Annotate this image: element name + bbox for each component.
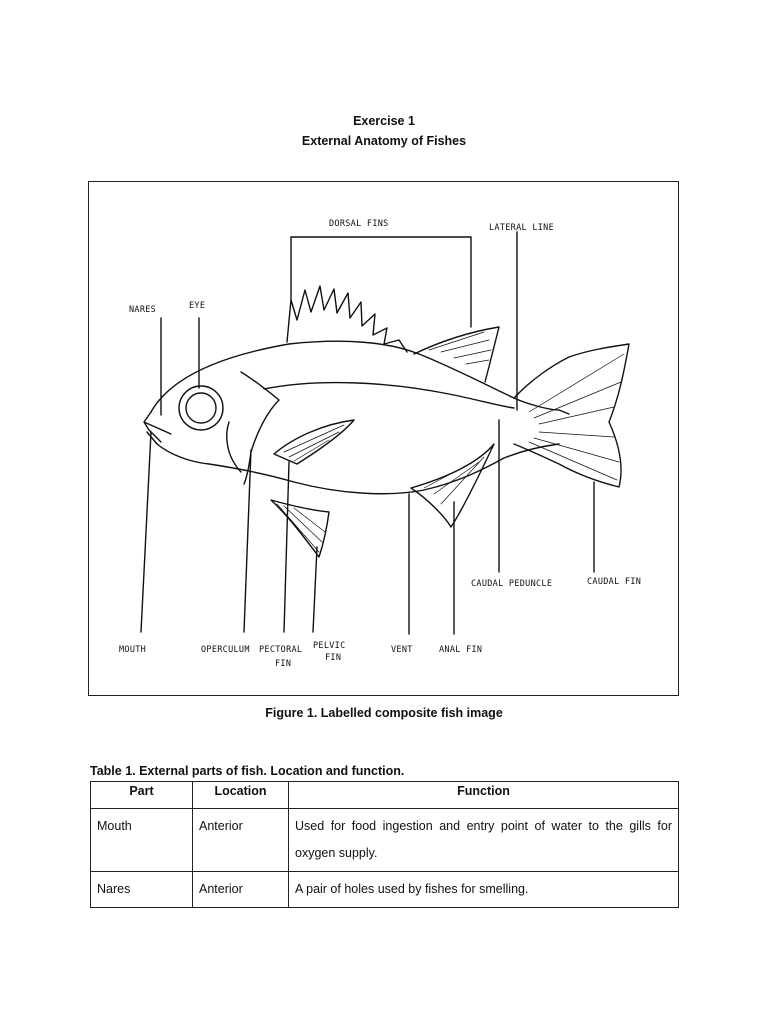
label-vent: VENT (391, 645, 413, 655)
label-lateral-line: LATERAL LINE (489, 223, 555, 233)
label-mouth: MOUTH (119, 645, 147, 655)
label-operculum: OPERCULUM (201, 645, 250, 655)
cell-part: Mouth (91, 809, 193, 872)
mouth-leader (141, 432, 151, 632)
cell-location: Anterior (193, 872, 289, 908)
soft-dorsal-fin (414, 327, 499, 382)
lateral-line (264, 383, 514, 408)
document-header (0, 111, 768, 151)
column-header-part: Part (91, 782, 193, 809)
dorsal-bracket (291, 237, 471, 327)
anal-fin (411, 444, 494, 527)
label-pectoral-line1: PECTORAL (259, 645, 303, 655)
fish-drawing (89, 182, 679, 696)
pectoral-leader (284, 462, 289, 632)
figure-caption: Figure 1. Labelled composite fish image (265, 706, 503, 720)
label-nares: NARES (129, 305, 157, 315)
pelvic-leader (313, 547, 317, 632)
caudal-fin (514, 344, 629, 487)
label-anal-fin: ANAL FIN (439, 645, 483, 655)
exercise-title: External Anatomy of Fishes (301, 134, 467, 148)
pectoral-fin (274, 420, 354, 464)
cell-function: A pair of holes used by fishes for smelling. (289, 872, 679, 908)
label-pelvic-line2: FIN (325, 653, 342, 663)
label-eye: EYE (189, 301, 206, 311)
label-dorsal-fins: DORSAL FINS (329, 219, 389, 229)
label-pelvic-line1: PELVIC (313, 641, 346, 651)
column-header-location: Location (193, 782, 289, 809)
exercise-number: Exercise 1 (353, 114, 415, 128)
table-title: Table 1. External parts of fish. Location and function. (90, 764, 405, 778)
fish-mouth (144, 412, 171, 442)
fish-figure (88, 181, 679, 696)
operculum (241, 372, 279, 484)
column-header-function: Function (289, 782, 679, 809)
table-row (91, 809, 679, 872)
external-parts-table (90, 781, 679, 908)
operculum-leader (244, 450, 251, 632)
label-caudal-fin: CAUDAL FIN (587, 577, 642, 587)
fish-body (147, 341, 569, 493)
table-header-row (91, 782, 679, 809)
label-caudal-peduncle: CAUDAL PEDUNCLE (471, 579, 553, 589)
table-row (91, 872, 679, 908)
cell-function: Used for food ingestion and entry point of water to the gills for oxygen supply. (289, 809, 679, 872)
label-pectoral-line2: FIN (275, 659, 292, 669)
cell-part: Nares (91, 872, 193, 908)
cell-location: Anterior (193, 809, 289, 872)
